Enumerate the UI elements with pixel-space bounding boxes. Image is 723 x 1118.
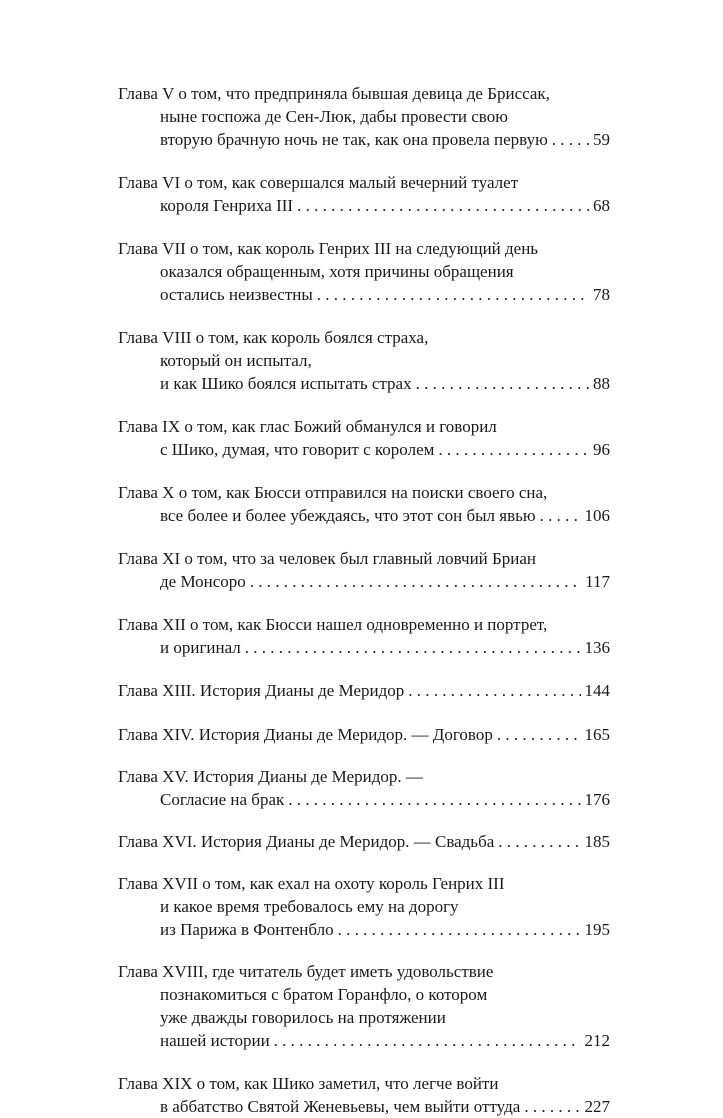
toc-entry-text: вторую брачную ночь не так, как она провела первую	[160, 130, 548, 149]
toc-entry-line	[118, 283, 610, 306]
toc-entry	[118, 481, 610, 527]
toc-page-number: 96	[593, 440, 610, 459]
toc-entry-text: познакомиться с братом Горанфло, о котором	[160, 985, 488, 1004]
toc-entry-line	[118, 570, 610, 593]
toc-entry-text: который он испытал,	[160, 351, 312, 370]
dot-leader	[297, 194, 589, 217]
dot-leader	[497, 723, 581, 746]
toc-entry-text: Глава V о том, что предприняла бывшая девица де Бриссак,	[118, 84, 550, 103]
toc-entry-line	[118, 960, 610, 983]
toc-entry	[118, 171, 610, 217]
toc-entry-text: с Шико, думая, что говорит с королем	[160, 440, 435, 459]
toc-entry-text: Глава VII о том, как король Генрих III на следующий день	[118, 239, 539, 258]
toc-entry-line	[118, 349, 610, 372]
dot-leader	[552, 128, 589, 151]
toc-entry-text: ныне госпожа де Сен-Люк, дабы провести свою	[160, 107, 508, 126]
toc-entry-text: де Монсоро	[160, 572, 246, 591]
toc-entry-line	[118, 260, 610, 283]
dot-leader	[250, 570, 581, 593]
toc-entry-line	[118, 372, 610, 395]
toc-entry-text: нашей истории	[160, 1031, 270, 1050]
toc-entry	[118, 679, 610, 702]
dot-leader	[274, 1029, 581, 1052]
toc-page-number: 136	[584, 638, 610, 657]
toc-entry-text: Глава XIV. История Дианы де Меридор. — Договор	[118, 725, 493, 744]
toc-entry-text: Согласие на брак	[160, 790, 285, 809]
toc-entry-line	[118, 128, 610, 151]
toc-entry-text: все более и более убеждаясь, что этот сон был явью	[160, 506, 536, 525]
toc-entry-line	[118, 636, 610, 659]
toc-entry-line	[118, 547, 610, 570]
toc-entry-line	[118, 438, 610, 461]
toc-entry-text: Глава VIII о том, как король боялся страха,	[118, 328, 429, 347]
toc-page-number: 165	[584, 725, 610, 744]
toc-entry-text: уже дважды говорилось на протяжении	[160, 1008, 446, 1027]
toc-entry-text: Глава XII о том, как Бюсси нашел одновременно и портрет,	[118, 615, 548, 634]
toc-entry-line	[118, 194, 610, 217]
dot-leader	[288, 788, 580, 811]
toc-page-number: 176	[584, 790, 610, 809]
toc-entry-text: Глава XIX о том, как Шико заметил, что легче войти	[118, 1074, 499, 1093]
toc-entry-line	[118, 1072, 610, 1095]
toc-entry-line	[118, 872, 610, 895]
toc-entry-line	[118, 765, 610, 788]
toc-entry-line	[118, 105, 610, 128]
toc-page-number: 117	[585, 572, 610, 591]
toc-entry-text: остались неизвестны	[160, 285, 313, 304]
dot-leader	[416, 372, 589, 395]
dot-leader	[540, 504, 581, 527]
toc-page-number: 59	[593, 130, 610, 149]
toc-entry-line	[118, 918, 610, 941]
toc-entry-text: в аббатство Святой Женевьевы, чем выйти оттуда	[160, 1097, 521, 1116]
toc-entry-line	[118, 415, 610, 438]
toc-entry	[118, 237, 610, 306]
toc-entry-line	[118, 1095, 610, 1118]
toc-entry	[118, 872, 610, 941]
toc-entry-text: Глава XVIII, где читатель будет иметь удовольствие	[118, 962, 494, 981]
dot-leader	[408, 679, 580, 702]
toc-entry-text: и как Шико боялся испытать страх	[160, 374, 412, 393]
toc-entry	[118, 613, 610, 659]
dot-leader	[438, 438, 589, 461]
toc-entry	[118, 82, 610, 151]
toc-entry-text: Глава X о том, как Бюсси отправился на поиски своего сна,	[118, 483, 548, 502]
toc-entry-line	[118, 237, 610, 260]
toc-entry-line	[118, 1029, 610, 1052]
toc-entry-text: Глава XVII о том, как ехал на охоту король Генрих III	[118, 874, 505, 893]
toc-entry	[118, 547, 610, 593]
toc-entry-line	[118, 1006, 610, 1029]
toc-entry-line	[118, 983, 610, 1006]
toc-entry-text: оказался обращенным, хотя причины обращения	[160, 262, 514, 281]
toc-entry	[118, 415, 610, 461]
toc-entry	[118, 1072, 610, 1118]
toc-entry-text: Глава XV. История Дианы де Меридор. —	[118, 767, 423, 786]
toc-entry-line	[118, 679, 610, 702]
toc-entry-text: Глава XVI. История Дианы де Меридор. — Свадьба	[118, 832, 495, 851]
toc-entry	[118, 830, 610, 853]
toc-page-number: 68	[593, 196, 610, 215]
toc-entry	[118, 326, 610, 395]
toc-entry-text: Глава IX о том, как глас Божий обманулся и говорил	[118, 417, 497, 436]
toc-entry	[118, 765, 610, 811]
toc-entry-text: и оригинал	[160, 638, 241, 657]
toc-entry-line	[118, 895, 610, 918]
dot-leader	[338, 918, 581, 941]
dot-leader	[524, 1095, 580, 1118]
dot-leader	[317, 283, 589, 306]
toc-entry-line	[118, 82, 610, 105]
toc-page-number: 78	[593, 285, 610, 304]
toc-page-number: 185	[584, 832, 610, 851]
toc-entry-text: Глава VI о том, как совершался малый вечерний туалет	[118, 173, 519, 192]
toc-entry-line	[118, 504, 610, 527]
toc-entry	[118, 960, 610, 1052]
toc-entry-text: Глава XIII. История Дианы де Меридор	[118, 681, 405, 700]
toc-entry-line	[118, 613, 610, 636]
table-of-contents	[118, 82, 610, 1118]
toc-entry-text: короля Генриха III	[160, 196, 294, 215]
toc-page-number: 106	[584, 506, 610, 525]
toc-page-number: 88	[593, 374, 610, 393]
toc-page-number: 212	[584, 1031, 610, 1050]
toc-entry-line	[118, 830, 610, 853]
toc-entry-text: из Парижа в Фонтенбло	[160, 920, 334, 939]
dot-leader	[498, 830, 580, 853]
dot-leader	[245, 636, 581, 659]
toc-page-number: 144	[584, 681, 610, 700]
toc-entry-line	[118, 723, 610, 746]
toc-page-number: 227	[584, 1097, 610, 1116]
toc-entry-line	[118, 788, 610, 811]
toc-entry	[118, 723, 610, 746]
toc-entry-line	[118, 171, 610, 194]
toc-entry-line	[118, 481, 610, 504]
toc-page-number: 195	[584, 920, 610, 939]
toc-entry-text: Глава XI о том, что за человек был главный ловчий Бриан	[118, 549, 537, 568]
toc-entry-text: и какое время требовалось ему на дорогу	[160, 897, 459, 916]
toc-entry-line	[118, 326, 610, 349]
